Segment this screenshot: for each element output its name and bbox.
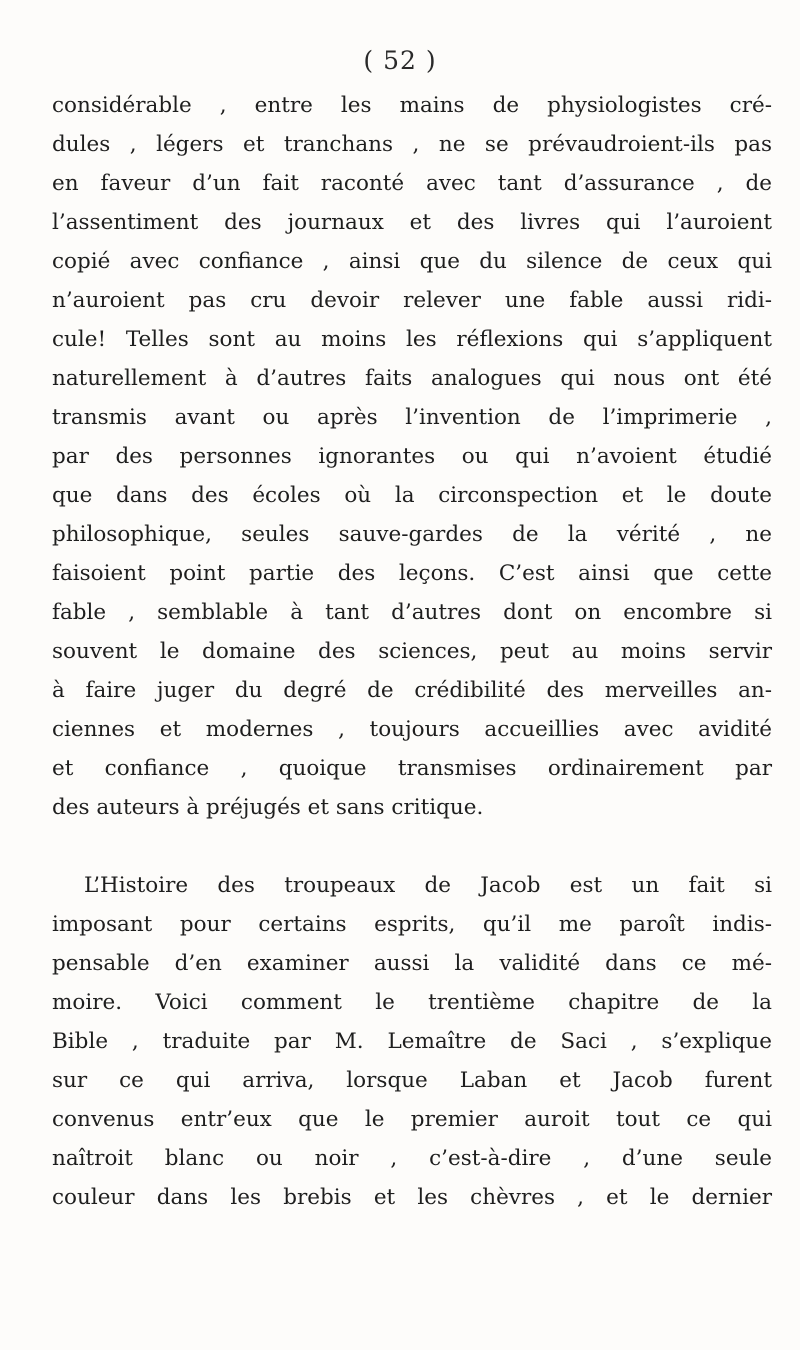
text-line: l’assentiment des journaux et des livres qui l’auroient (52, 210, 772, 235)
text-line: souvent le domaine des sciences, peut au moins servir (52, 639, 772, 664)
text-line: moire. Voici comment le trentième chapitre de la (52, 990, 772, 1015)
paragraph-2 (52, 866, 772, 1217)
text-line: considérable , entre les mains de physiologistes cré- (52, 93, 772, 118)
text-line: faisoient point partie des leçons. C’est ainsi que cette (52, 561, 772, 586)
text-line: convenus entr’eux que le premier auroit tout ce qui (52, 1107, 772, 1132)
text-line: copié avec confiance , ainsi que du silence de ceux qui (52, 249, 772, 274)
text-line: pensable d’en examiner aussi la validité dans ce mé- (52, 951, 772, 976)
text-line: n’auroient pas cru devoir relever une fable aussi ridi- (52, 288, 772, 313)
text-line: ciennes et modernes , toujours accueillies avec avidité (52, 717, 772, 742)
text-line: transmis avant ou après l’invention de l’imprimerie , (52, 405, 772, 430)
page-number: ( 52 ) (363, 46, 437, 75)
text-line: sur ce qui arriva, lorsque Laban et Jacob furent (52, 1068, 772, 1093)
text-line: Bible , traduite par M. Lemaître de Saci , s’explique (52, 1029, 772, 1054)
text-line: et confiance , quoique transmises ordinairement par (52, 756, 772, 781)
text-line: naîtroit blanc ou noir , c’est-à-dire , d’une seule (52, 1146, 772, 1171)
text-line: cule! Telles sont au moins les réflexions qui s’appliquent (52, 327, 772, 352)
text-line: dules , légers et tranchans , ne se prévaudroient-ils pas (52, 132, 772, 157)
text-line: des auteurs à préjugés et sans critique. (52, 795, 484, 820)
text-line: fable , semblable à tant d’autres dont on encombre si (52, 600, 772, 625)
paragraph-1 (52, 86, 772, 827)
text-line: à faire juger du degré de crédibilité des merveilles an- (52, 678, 772, 703)
text-line: en faveur d’un fait raconté avec tant d’assurance , de (52, 171, 772, 196)
text-line: philosophique, seules sauve-gardes de la vérité , ne (52, 522, 772, 547)
text-line: L’Histoire des troupeaux de Jacob est un fait si (84, 873, 772, 898)
text-line: naturellement à d’autres faits analogues qui nous ont été (52, 366, 772, 391)
text-line: couleur dans les brebis et les chèvres , et le dernier (52, 1185, 772, 1210)
text-line: que dans des écoles où la circonspection et le doute (52, 483, 772, 508)
text-line: par des personnes ignorantes ou qui n’avoient étudié (52, 444, 772, 469)
text-line: imposant pour certains esprits, qu’il me paroît indis- (52, 912, 772, 937)
